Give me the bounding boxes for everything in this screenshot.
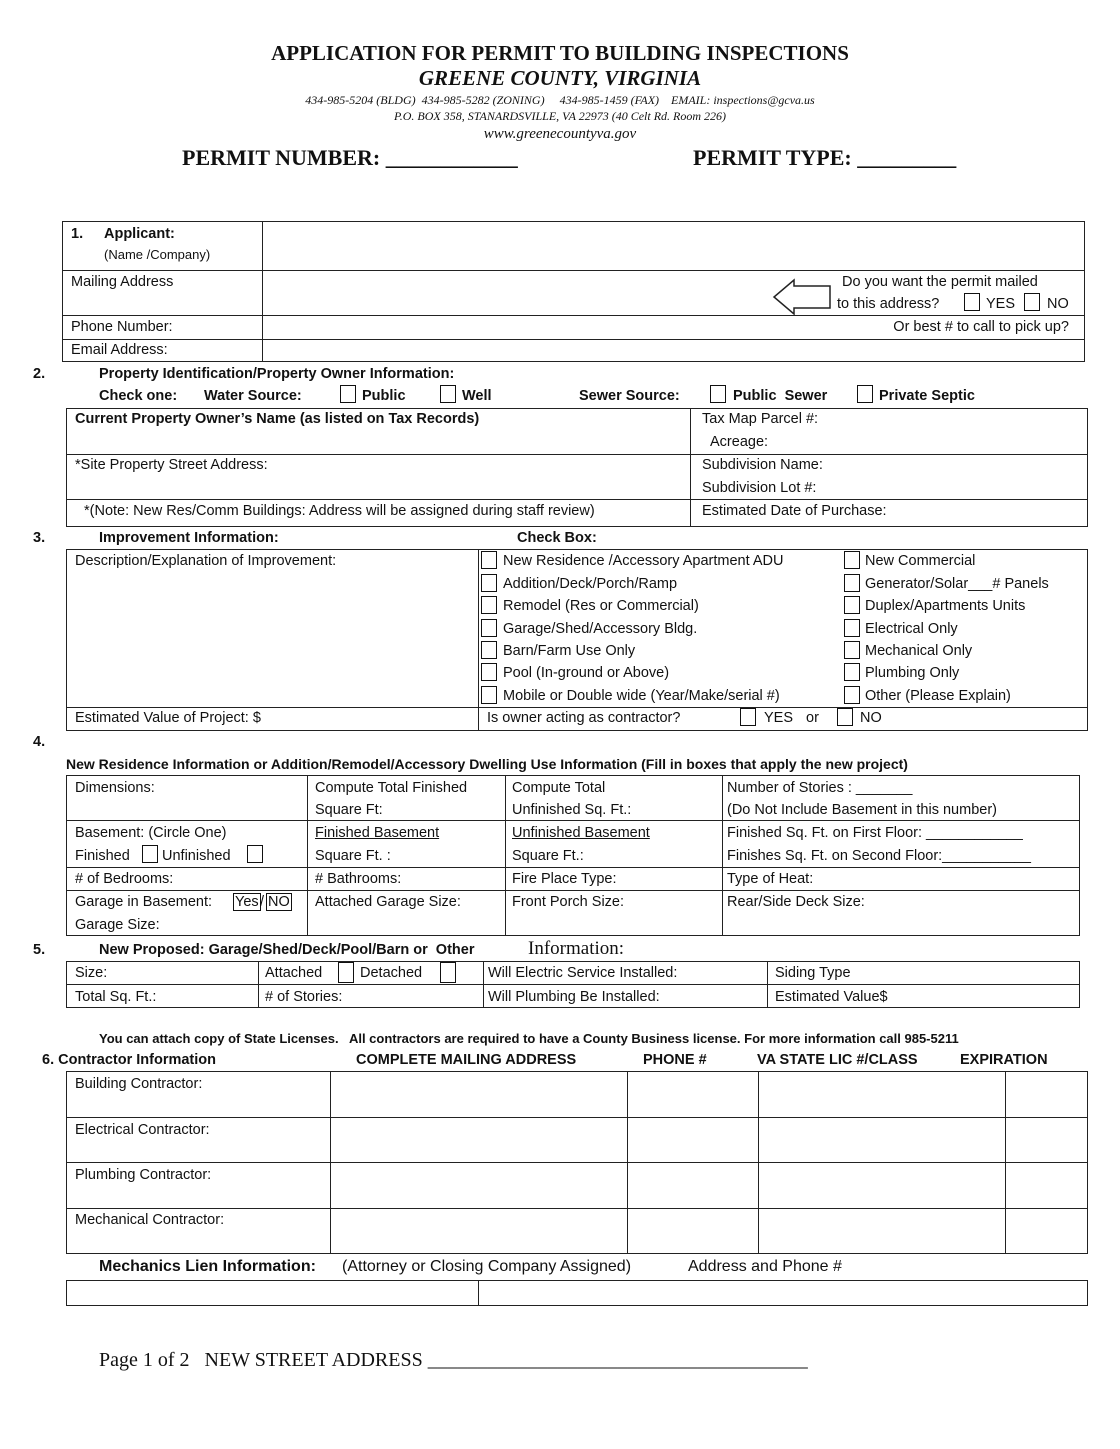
section-4-number: 4. [33, 734, 46, 750]
water-well-label: Well [462, 388, 492, 404]
mailing-address: P.O. BOX 358, STANARDSVILLE, VA 22973 (40 Celt Rd. Room 226) [393, 109, 727, 123]
applicant-input[interactable] [264, 223, 1083, 269]
county-name: GREENE COUNTY, VIRGINIA [418, 66, 702, 90]
improvement-option-checkbox[interactable] [481, 686, 497, 704]
improvement-option-label: Other (Please Explain) [865, 688, 1011, 704]
rear-deck-label: Rear/Side Deck Size: [727, 894, 865, 910]
improvement-option-label: Duplex/Apartments Units [865, 598, 1026, 614]
basement-label: Basement: (Circle One) [75, 825, 227, 841]
fireplace-label: Fire Place Type: [512, 871, 617, 887]
col-license: VA STATE LIC #/CLASS [757, 1052, 918, 1068]
mailing-address-input[interactable] [264, 272, 764, 314]
plumbing-label: Will Plumbing Be Installed: [488, 989, 660, 1005]
unfinished-basement-label: Unfinished Basement [512, 825, 650, 841]
improvement-option-label: Barn/Farm Use Only [503, 643, 636, 659]
estimated-value-proposed-label: Estimated Value$ [775, 989, 888, 1005]
col-expiration: EXPIRATION [960, 1052, 1048, 1068]
public-sewer-checkbox[interactable] [710, 385, 726, 403]
improvement-option-checkbox[interactable] [844, 663, 860, 681]
contractor-heading: 6. Contractor Information [42, 1052, 217, 1068]
improvement-option-checkbox[interactable] [844, 641, 860, 659]
electrical-contractor-label: Electrical Contractor: [75, 1122, 210, 1138]
basement-finished-checkbox[interactable] [142, 845, 158, 863]
or-label: or [806, 710, 819, 726]
total-unfinished-label-2: Unfinished Sq. Ft.: [512, 802, 632, 818]
owner-contractor-yes-checkbox[interactable] [740, 708, 756, 726]
check-one-label: Check one: [99, 388, 178, 404]
improvement-option-label: Garage/Shed/Accessory Bldg. [503, 621, 698, 637]
improvement-option-label: New Residence /Accessory Apartment ADU [503, 553, 784, 569]
finished-basement-label: Finished Basement [315, 825, 440, 841]
owner-contractor-label: Is owner acting as contractor? [487, 710, 681, 726]
permit-type-field[interactable]: PERMIT TYPE: _________ [693, 145, 957, 170]
water-well-checkbox[interactable] [440, 385, 456, 403]
basement-unfinished-label: Unfinished [162, 848, 231, 864]
improvement-option-checkbox[interactable] [844, 596, 860, 614]
permit-number-field[interactable]: PERMIT NUMBER: ____________ [182, 145, 518, 170]
detached-checkbox[interactable] [440, 962, 456, 983]
mail-yes-label: YES [986, 296, 1016, 312]
improvement-option-label: Mobile or Double wide (Year/Make/serial #) [503, 688, 780, 704]
garage-size-label: Garage Size: [75, 917, 160, 933]
section-5-number: 5. [33, 942, 46, 958]
mail-no-checkbox[interactable] [1024, 293, 1040, 311]
garage-basement-no[interactable]: NO [268, 894, 290, 910]
garage-basement-label: Garage in Basement: [75, 894, 213, 910]
electric-label: Will Electric Service Installed: [488, 965, 678, 981]
improvement-option-checkbox[interactable] [481, 619, 497, 637]
best-number-label: Or best # to call to pick up? [893, 319, 1069, 335]
email-label: Email Address: [71, 342, 168, 358]
mail-no-label: NO [1047, 296, 1069, 312]
front-porch-label: Front Porch Size: [512, 894, 625, 910]
public-sewer-label: Public Sewer [733, 388, 828, 404]
section-2-heading: Property Identification/Property Owner Information: [99, 366, 455, 382]
mail-question: Do you want the permit mailed [842, 274, 1038, 290]
improvement-option-checkbox[interactable] [481, 574, 497, 592]
total-finished-label: Compute Total Finished [315, 780, 468, 796]
lien-address-label: Address and Phone # [688, 1258, 842, 1275]
improvement-option-label: New Commercial [865, 553, 976, 569]
total-finished-label-2: Square Ft: [315, 802, 383, 818]
purchase-date-label: Estimated Date of Purchase: [702, 503, 887, 519]
improvement-option-label: Electrical Only [865, 621, 958, 637]
mechanical-contractor-label: Mechanical Contractor: [75, 1212, 225, 1228]
total-unfinished-label: Compute Total [512, 780, 606, 796]
private-septic-label: Private Septic [879, 388, 975, 404]
water-source-label: Water Source: [204, 388, 302, 404]
improvement-option-label: Remodel (Res or Commercial) [503, 598, 699, 614]
sewer-source-label: Sewer Source: [579, 388, 680, 404]
website-link[interactable]: www.greenecountyva.gov [483, 126, 637, 142]
phone-label: Phone Number: [71, 319, 173, 335]
attached-label: Attached [265, 965, 323, 981]
subdivision-lot-label: Subdivision Lot #: [702, 480, 817, 496]
footer-new-street-address: Page 1 of 2 NEW STREET ADDRESS ______________________________________ [99, 1349, 808, 1371]
estimated-value-label: Estimated Value of Project: $ [75, 710, 261, 726]
col-phone: PHONE # [643, 1052, 707, 1068]
description-label: Description/Explanation of Improvement: [75, 553, 337, 569]
improvement-option-checkbox[interactable] [844, 551, 860, 569]
water-public-label: Public [362, 388, 406, 404]
section-5-heading-tail: Information: [528, 938, 625, 959]
acreage-label: Acreage: [710, 434, 769, 450]
bedrooms-label: # of Bedrooms: [75, 871, 174, 887]
improvement-option-label: Addition/Deck/Porch/Ramp [503, 576, 678, 592]
improvement-option-label: Pool (In-ground or Above) [503, 665, 670, 681]
bathrooms-label: # Bathrooms: [315, 871, 402, 887]
mail-question-2: to this address? [837, 296, 940, 312]
contact-numbers: 434-985-5204 (BLDG) 434-985-5282 (ZONING) 434-985-1459 (FAX) EMAIL: inspections@gcva.us [305, 93, 815, 107]
arrow-left-icon [772, 278, 832, 318]
owner-contractor-no-label: NO [860, 710, 882, 726]
mail-yes-checkbox[interactable] [964, 293, 980, 311]
email-input[interactable] [264, 341, 1083, 361]
detached-label: Detached [360, 965, 423, 981]
owner-contractor-no-checkbox[interactable] [837, 708, 853, 726]
col-mailing-address: COMPLETE MAILING ADDRESS [356, 1052, 577, 1068]
improvement-option-checkbox[interactable] [481, 663, 497, 681]
phone-input[interactable] [264, 317, 854, 338]
improvement-option-label: Plumbing Only [865, 665, 960, 681]
total-sqft-label: Total Sq. Ft.: [75, 989, 157, 1005]
owner-contractor-yes-label: YES [764, 710, 794, 726]
stories-note: (Do Not Include Basement in this number) [727, 802, 997, 818]
unfinished-basement-label-2: Square Ft.: [512, 848, 584, 864]
size-label: Size: [75, 965, 108, 981]
stories-label: Number of Stories : _______ [727, 780, 913, 796]
plumbing-contractor-label: Plumbing Contractor: [75, 1167, 212, 1183]
section-2-number: 2. [33, 366, 46, 382]
lien-address-input[interactable] [480, 1282, 1086, 1304]
section-3-number: 3. [33, 530, 46, 546]
first-floor-label: Finished Sq. Ft. on First Floor: ____________ [727, 825, 1023, 841]
building-contractor-label: Building Contractor: [75, 1076, 203, 1092]
subdivision-name-label: Subdivision Name: [702, 457, 823, 473]
improvement-option-checkbox[interactable] [844, 574, 860, 592]
mechanics-lien-sublabel: (Attorney or Closing Company Assigned) [342, 1258, 632, 1275]
basement-finished-label: Finished [75, 848, 130, 864]
section-3-heading: Improvement Information: [99, 530, 279, 546]
stories-count-label: # of Stories: [265, 989, 343, 1005]
mailing-address-label: Mailing Address [71, 274, 174, 290]
improvement-option-checkbox[interactable] [481, 596, 497, 614]
section-5-heading: New Proposed: Garage/Shed/Deck/Pool/Barn or Other [99, 942, 475, 958]
improvement-option-checkbox[interactable] [844, 619, 860, 637]
improvement-option-label: Mechanical Only [865, 643, 973, 659]
improvement-option-checkbox[interactable] [844, 686, 860, 704]
basement-unfinished-checkbox[interactable] [247, 845, 263, 863]
heat-label: Type of Heat: [727, 871, 814, 887]
form-title: APPLICATION FOR PERMIT TO BUILDING INSPECTIONS [271, 41, 849, 65]
tax-map-label: Tax Map Parcel #: [702, 411, 819, 427]
lien-company-input[interactable] [68, 1282, 476, 1304]
applicant-sublabel: (Name /Company) [104, 247, 211, 262]
owner-name-label: Current Property Owner’s Name (as listed on Tax Records) [75, 411, 480, 427]
mechanics-lien-label: Mechanics Lien Information: [99, 1258, 316, 1275]
license-notice: You can attach copy of State Licenses. All contractors are required to have a County Business license. For more information call 985-5211 [99, 1031, 959, 1046]
slash-separator: / [260, 894, 265, 910]
applicant-label: Applicant: [104, 226, 175, 242]
water-public-checkbox[interactable] [340, 385, 356, 403]
section-4-heading: New Residence Information or Addition/Remodel/Accessory Dwelling Use Information (Fill in boxes that apply the new project) [66, 756, 908, 772]
finished-basement-label-2: Square Ft. : [315, 848, 391, 864]
private-septic-checkbox[interactable] [857, 385, 873, 403]
siding-label: Siding Type [775, 965, 851, 981]
site-address-label: *Site Property Street Address: [75, 457, 268, 473]
attached-checkbox[interactable] [338, 962, 354, 983]
check-box-heading: Check Box: [517, 530, 597, 546]
improvement-option-checkbox[interactable] [481, 551, 497, 569]
second-floor-label: Finishes Sq. Ft. on Second Floor:___________ [727, 848, 1031, 864]
improvement-option-checkbox[interactable] [481, 641, 497, 659]
improvement-option-label: Generator/Solar___# Panels [865, 576, 1049, 592]
attached-garage-label: Attached Garage Size: [315, 894, 461, 910]
address-note: *(Note: New Res/Comm Buildings: Address will be assigned during staff review) [84, 503, 595, 519]
dimensions-label: Dimensions: [75, 780, 155, 796]
applicant-number: 1. [71, 226, 84, 242]
garage-basement-yes[interactable]: Yes [235, 894, 259, 910]
